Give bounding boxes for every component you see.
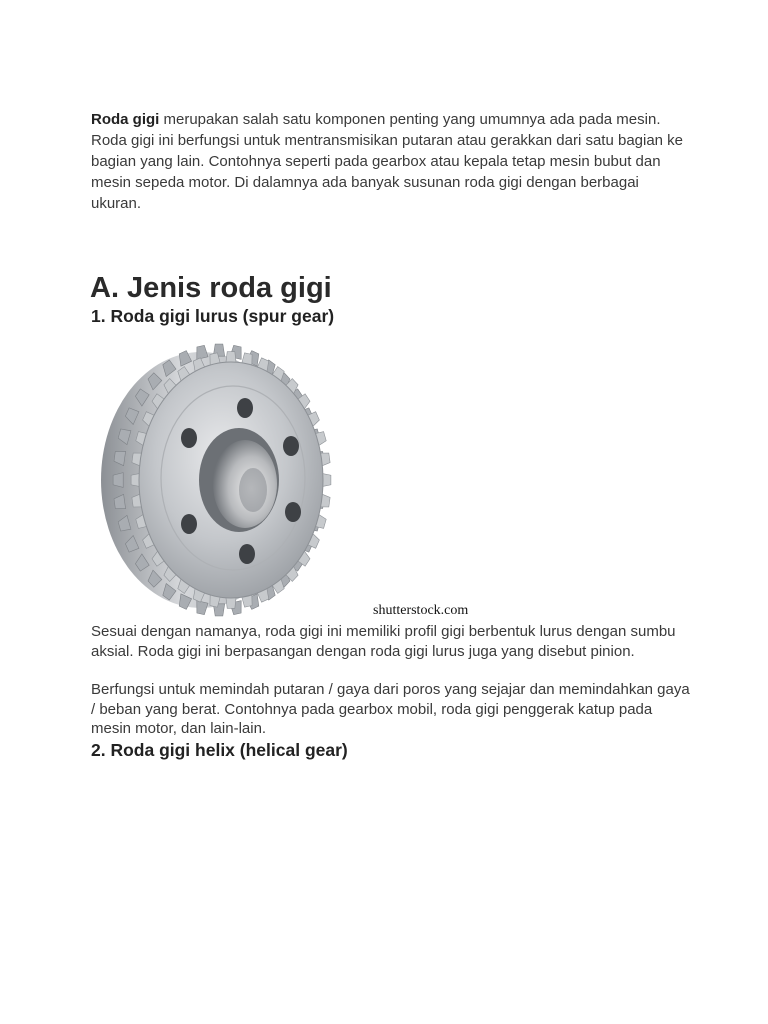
intro-paragraph bbox=[91, 109, 691, 214]
spur-gear-heading: 1. Roda gigi lurus (spur gear) bbox=[91, 306, 335, 326]
spur-gear-illustration bbox=[91, 330, 376, 622]
section-title: A. Jenis roda gigi bbox=[90, 272, 332, 304]
image-watermark: shutterstock.com bbox=[373, 603, 469, 618]
spur-gear-image bbox=[91, 330, 376, 622]
spur-gear-paragraph-1: Sesuai dengan namanya, roda gigi ini memiliki profil gigi berbentuk lurus dengan sumbu aksial. Roda gigi ini berpasangan dengan roda gigi lurus juga yang disebut pinion. bbox=[91, 623, 676, 660]
helical-gear-heading: 2. Roda gigi helix (helical gear) bbox=[91, 740, 348, 760]
spur-gear-paragraph-2: Berfungsi untuk memindah putaran / gaya dari poros yang sejajar dan memindahkan gaya / beban yang berat. Contohnya pada gearbox mobil, roda gigi penggerak katup pada mesin motor, dan lain-lain. bbox=[91, 681, 690, 737]
intro-text: merupakan salah satu komponen penting yang umumnya ada pada mesin. Roda gigi ini berfungsi untuk mentransmisikan putaran atau gerakkan dari satu bagian ke bagian yang lain. Contohnya seperti pada gearbox atau kepala tetap mesin bubut dan mesin sepeda motor. Di dalamnya ada banyak susunan roda gigi dengan berbagai ukuran. bbox=[91, 111, 684, 212]
intro-bold-term: Roda gigi bbox=[91, 111, 160, 128]
